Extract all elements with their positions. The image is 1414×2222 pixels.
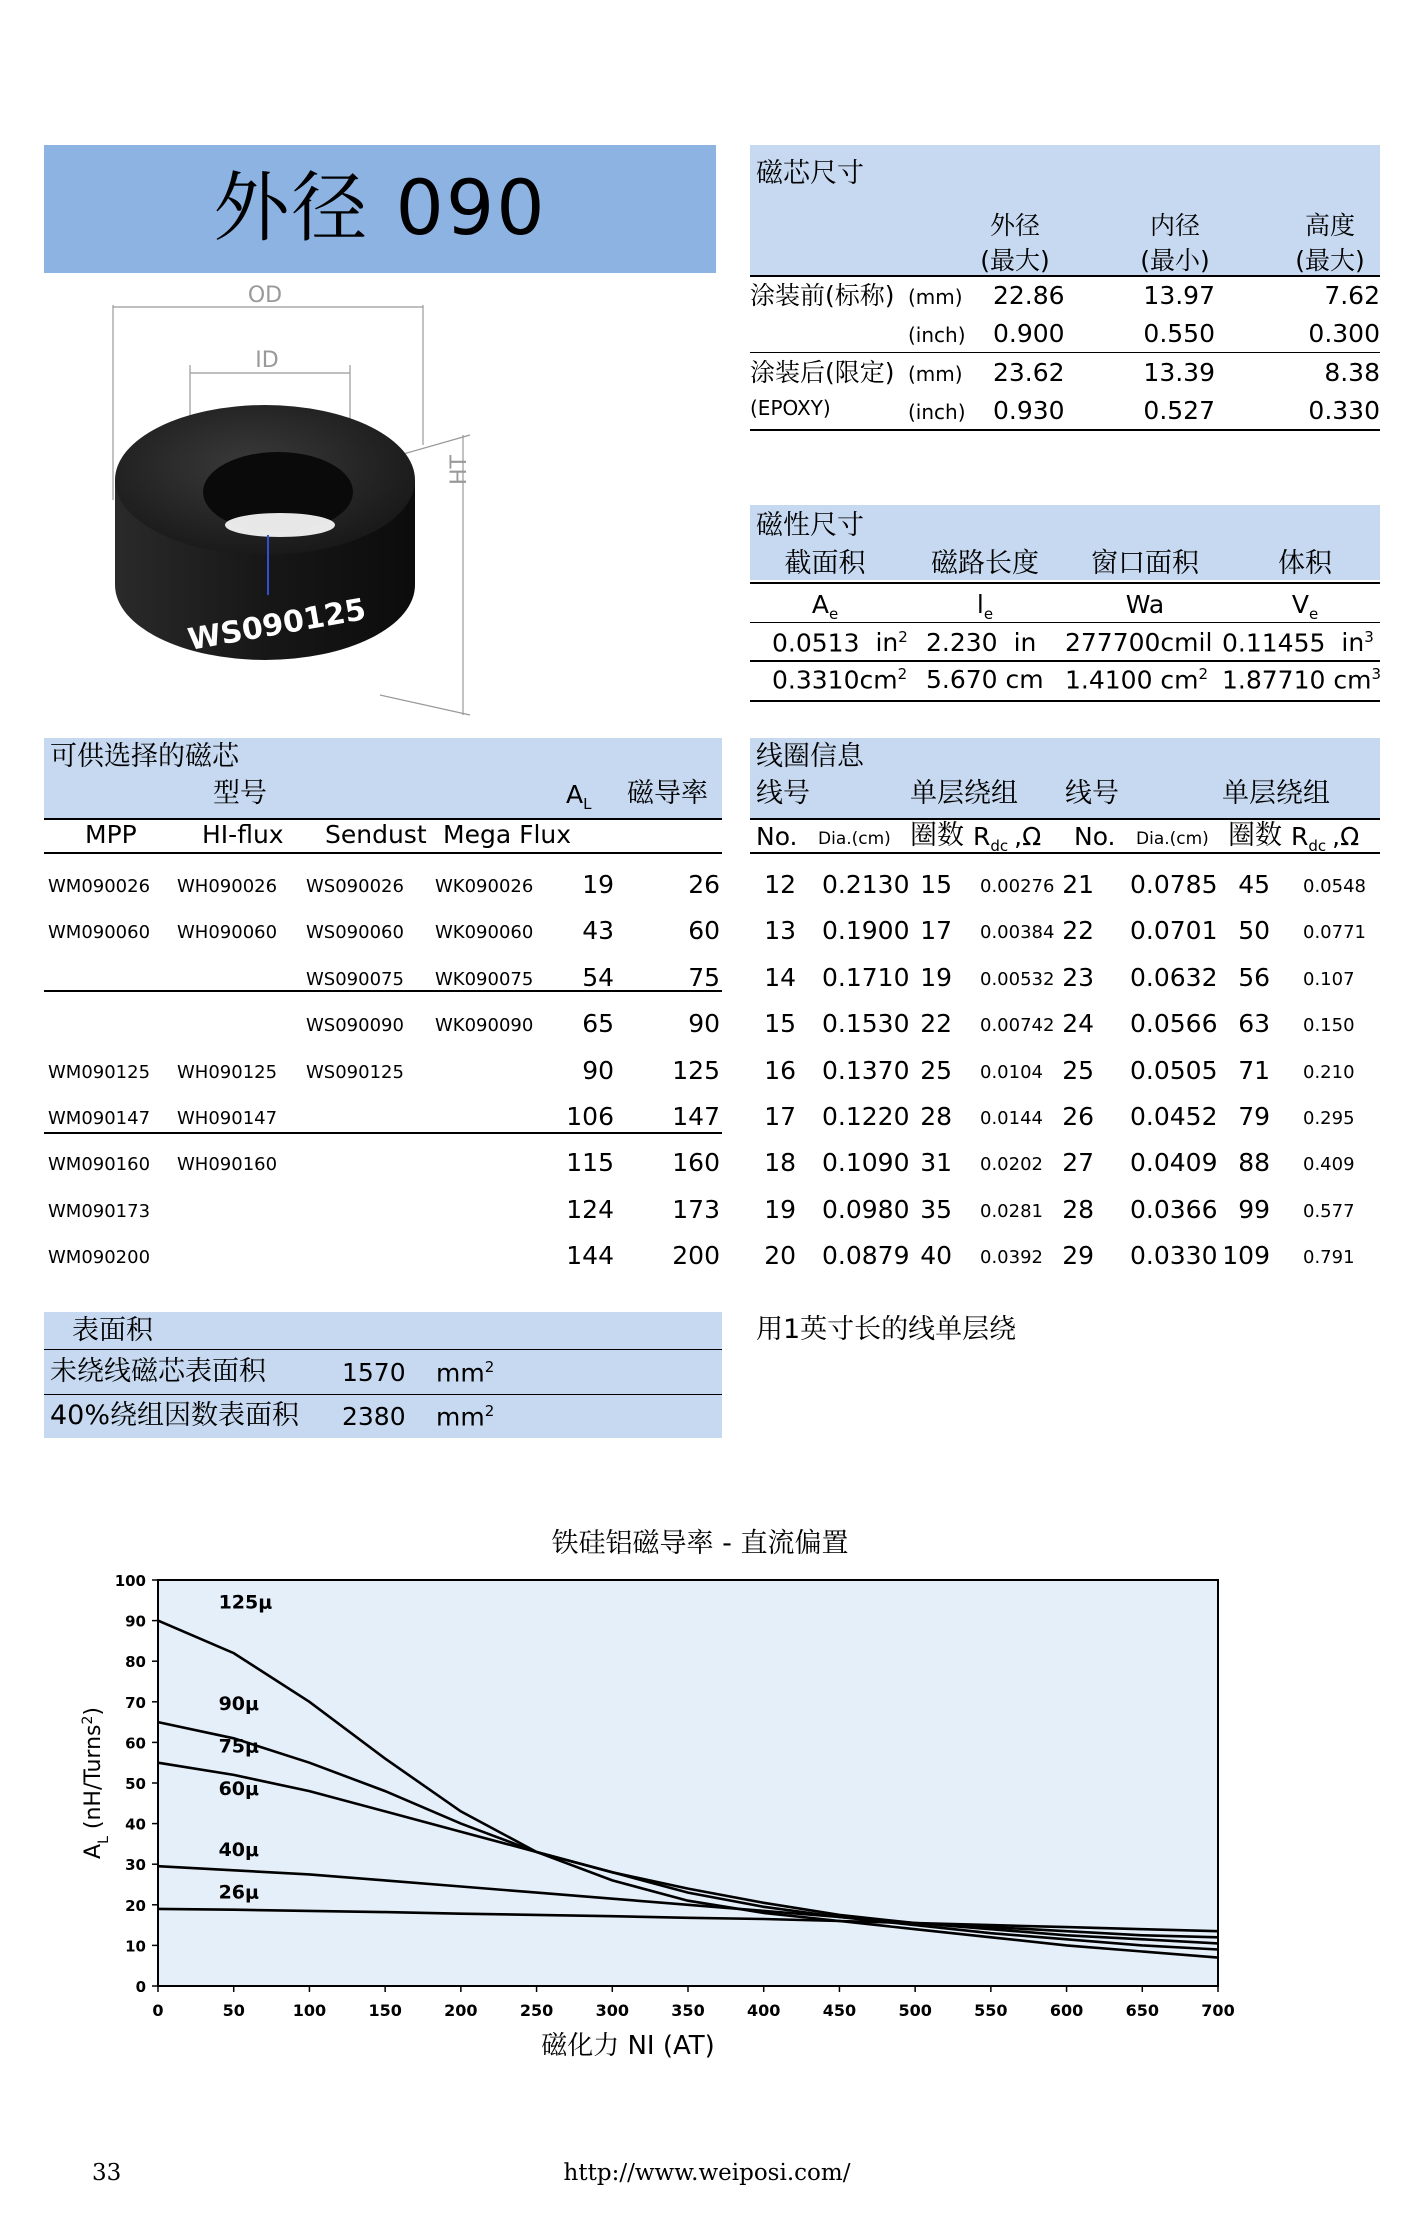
core-part-number: WH090160 <box>177 1154 278 1176</box>
y-tick-label: 100 <box>114 1572 146 1590</box>
core-part-number: WM090026 <box>48 876 151 897</box>
coil-header: 线圈信息 <box>756 741 864 772</box>
coil-cell: 13 <box>764 916 796 946</box>
y-tick-label: 60 <box>125 1734 146 1753</box>
permeability-value: 147 <box>672 1102 720 1131</box>
page-title: 外径 090 <box>213 163 547 252</box>
coil-cell: 0.0409 <box>1130 1148 1218 1178</box>
table-row <box>44 872 722 902</box>
coil-cell: 0.0281 <box>980 1200 1043 1222</box>
x-tick-label: 600 <box>1049 2001 1084 2020</box>
mag-dims-header: 磁性尺寸 <box>756 510 864 541</box>
coil-cell: 79 <box>1238 1102 1270 1131</box>
al-value: 65 <box>582 1009 614 1039</box>
core-part-number: WS090090 <box>306 1015 404 1037</box>
perm-label: 磁导率 <box>627 778 708 809</box>
y-tick-label: 20 <box>125 1896 146 1915</box>
col-mpp: MPP <box>85 820 137 849</box>
id-col-head: 内径 <box>1149 211 1200 240</box>
coil-cell: 25 <box>1062 1055 1094 1085</box>
coil-cell: 17 <box>920 916 952 946</box>
core-part-number: WK090075 <box>435 968 534 990</box>
coil-cell: 0.0452 <box>1130 1102 1218 1131</box>
y-tick-label: 10 <box>125 1937 146 1956</box>
core-dims-value: 13.39 <box>1143 358 1215 387</box>
al-value: 124 <box>566 1194 614 1224</box>
coil-cell: 0.107 <box>1303 968 1355 990</box>
core-part-number: WM090147 <box>48 1108 151 1129</box>
core-drawing <box>110 285 510 725</box>
coil-cell: 0.1370 <box>822 1055 910 1085</box>
coil-group-wire-2: 线号 <box>1065 778 1119 809</box>
coil-cell: 0.2130 <box>822 870 910 899</box>
x-tick-label: 400 <box>747 2001 781 2020</box>
y-tick-label: 50 <box>125 1775 146 1793</box>
core-part-number: WM090060 <box>48 922 151 944</box>
surface-label: 未绕线磁芯表面积 <box>50 1356 266 1387</box>
coil-cell: 0.0144 <box>980 1108 1043 1129</box>
table-row <box>44 1194 722 1227</box>
mag-dims-value: 0.11455 $in^3$ <box>1222 628 1374 658</box>
coil-cell: 0.0548 <box>1303 876 1366 897</box>
coil-cell: 0.0785 <box>1130 870 1218 899</box>
coil-cell: 50 <box>1238 916 1270 946</box>
surface-value: 2380 <box>342 1402 406 1431</box>
coil-cell: 0.210 <box>1303 1061 1355 1083</box>
coil-cell: 88 <box>1238 1148 1270 1178</box>
coil-cell: 31 <box>920 1148 952 1178</box>
x-tick-label: 450 <box>822 2001 857 2020</box>
col-sendust: Sendust <box>325 820 427 849</box>
series-label: 75μ <box>218 1735 259 1758</box>
x-axis-label: 磁化力 NI (AT) <box>541 2031 715 2061</box>
od-label: OD <box>247 285 283 308</box>
x-tick-label: 50 <box>222 2001 245 2020</box>
table-row <box>750 1011 1380 1041</box>
core-part-number: WK090090 <box>435 1015 534 1037</box>
coil-cell: 19 <box>920 962 952 992</box>
permeability-value: 200 <box>672 1241 720 1271</box>
id-label: ID <box>255 348 279 373</box>
x-tick-label: 250 <box>519 2001 554 2020</box>
coil-subhead-dia: Dia.(cm) <box>818 829 891 849</box>
coil-subhead-no: No. <box>756 822 798 851</box>
surface-value: 1570 <box>342 1358 406 1387</box>
permeability-value: 60 <box>688 916 720 946</box>
mag-dims-value: $0.3310cm^2$ <box>772 665 908 695</box>
coil-cell: 22 <box>1062 916 1094 946</box>
coil-cell: 27 <box>1062 1148 1094 1178</box>
al-value: 90 <box>582 1055 614 1085</box>
coil-cell: 22 <box>920 1009 952 1039</box>
permeability-value: 90 <box>688 1009 720 1039</box>
core-dims-value: 23.62 <box>993 358 1065 387</box>
core-dims-row-label: 涂装前(标称) <box>750 281 895 310</box>
coil-cell: 0.1530 <box>822 1009 910 1039</box>
table-row <box>750 1150 1380 1180</box>
surface-header: 表面积 <box>72 1315 153 1346</box>
y-tick-label: 40 <box>125 1815 146 1834</box>
coil-cell: 16 <box>764 1055 796 1085</box>
permeability-value: 173 <box>672 1194 720 1224</box>
core-dims-row-label: 涂装后(限定) <box>750 358 895 387</box>
core-part-number: WM090125 <box>48 1061 151 1083</box>
core-part-number: WK090060 <box>435 922 534 944</box>
model-label: 型号 <box>213 778 267 809</box>
al-value: 115 <box>566 1148 614 1178</box>
ht-col-sub: (最大) <box>1295 246 1365 275</box>
coil-cell: 0.295 <box>1303 1108 1355 1129</box>
table-row <box>44 1150 722 1180</box>
table-row <box>44 1011 722 1041</box>
y-tick-label: 30 <box>125 1856 146 1875</box>
coil-cell: 0.0202 <box>980 1154 1043 1176</box>
core-part-number: WM090200 <box>48 1247 151 1269</box>
core-dims-header: 磁芯尺寸 <box>756 158 864 189</box>
coil-cell: 0.0366 <box>1130 1194 1218 1224</box>
al-value: 19 <box>582 870 614 899</box>
x-tick-label: 500 <box>898 2001 932 2020</box>
part-marking: WS090125 <box>185 592 369 658</box>
al-value: 106 <box>566 1102 614 1131</box>
table-row <box>750 1194 1380 1227</box>
series-label: 90μ <box>218 1692 259 1715</box>
coil-cell: 0.1220 <box>822 1102 910 1131</box>
core-dims-row-label: (EPOXY) <box>750 396 831 420</box>
table-row <box>750 1104 1380 1134</box>
coil-cell: 0.0392 <box>980 1247 1043 1269</box>
core-dims-value: 0.330 <box>1308 396 1380 425</box>
mag-dims-value: 1.4100 $cm^2$ <box>1065 665 1209 695</box>
table-row <box>44 918 722 948</box>
coil-cell: 12 <box>764 870 796 899</box>
surface-unit: $mm^2$ <box>436 1402 495 1432</box>
coil-cell: 19 <box>764 1194 796 1224</box>
coil-cell: 0.150 <box>1303 1015 1355 1037</box>
table-row <box>44 1104 722 1134</box>
mag-dims-value: 2.230 in <box>926 628 1037 657</box>
coil-cell: 20 <box>764 1241 796 1271</box>
coil-cell: 23 <box>1062 962 1094 992</box>
sym-ae: $A_e$ <box>811 590 839 623</box>
sym-wa: Wa <box>1125 590 1165 619</box>
mag-col-area: 截面积 <box>784 548 866 579</box>
al-value: 54 <box>582 962 614 992</box>
permeability-value: 160 <box>672 1148 720 1178</box>
core-part-number: WH090125 <box>177 1061 278 1083</box>
x-tick-label: 100 <box>292 2001 327 2020</box>
al-label: $A_L$ <box>566 780 592 813</box>
coil-cell: 28 <box>1062 1194 1094 1224</box>
od-col-head: 外径 <box>989 211 1040 240</box>
permeability-value: 75 <box>688 962 720 992</box>
chart <box>60 1560 1240 2080</box>
y-tick-label: 90 <box>125 1612 146 1631</box>
core-part-number: WS090075 <box>306 968 404 990</box>
coil-group-single-2: 单层绕组 <box>1222 778 1330 809</box>
coil-cell: 0.0771 <box>1303 922 1366 944</box>
coil-cell: 0.577 <box>1303 1200 1355 1222</box>
coil-cell: 25 <box>920 1055 952 1085</box>
coil-cell: 15 <box>764 1009 796 1039</box>
coil-cell: 0.0505 <box>1130 1055 1218 1085</box>
cores-header: 可供选择的磁芯 <box>50 741 239 772</box>
core-dims-row-unit: (mm) <box>908 285 963 309</box>
x-tick-label: 200 <box>444 2001 478 2020</box>
coil-cell: 0.1710 <box>822 962 910 992</box>
mag-col-volume: 体积 <box>1278 548 1332 579</box>
mag-col-window: 窗口面积 <box>1091 548 1199 579</box>
core-part-number: WM090160 <box>48 1154 151 1176</box>
x-tick-label: 550 <box>974 2001 1008 2020</box>
y-axis-label: $A_L$ (nH/Turns$^2$) <box>80 1707 112 1859</box>
core-dims-value: 0.930 <box>993 396 1065 425</box>
table-row <box>44 1243 722 1273</box>
coil-cell: 0.00384 <box>980 922 1055 944</box>
core-dims-value: 8.38 <box>1324 358 1380 387</box>
y-tick-label: 80 <box>125 1653 146 1672</box>
ht-label: HT <box>447 455 472 485</box>
table-row <box>750 962 1380 995</box>
coil-subhead-rdc: $R_{dc}$ ,Ω <box>1291 822 1360 855</box>
core-dims-value: 0.300 <box>1308 319 1380 348</box>
core-dims-value: 13.97 <box>1143 281 1215 310</box>
coil-subhead-no: No. <box>1074 822 1116 851</box>
plot-area <box>158 1580 1218 1986</box>
coil-subhead-dia: Dia.(cm) <box>1136 829 1209 849</box>
al-value: 43 <box>582 916 614 946</box>
core-part-number: WS090060 <box>306 922 404 944</box>
core-dims-value: 0.900 <box>993 319 1065 348</box>
core-part-number: WS090125 <box>306 1061 404 1083</box>
core-part-number: WH090026 <box>177 876 278 897</box>
x-tick-label: 0 <box>152 2001 164 2020</box>
col-megaflux: Mega Flux <box>443 820 572 849</box>
coil-cell: 0.0632 <box>1130 962 1218 992</box>
core-part-number: WS090026 <box>306 876 404 897</box>
coil-cell: 0.0330 <box>1130 1241 1218 1271</box>
coil-cell: 14 <box>764 962 796 992</box>
core-dims-row-unit: (inch) <box>908 400 966 424</box>
coil-cell: 0.0701 <box>1130 916 1218 946</box>
x-tick-label: 300 <box>595 2001 629 2020</box>
coil-subhead-rdc: $R_{dc}$ ,Ω <box>973 822 1042 855</box>
coil-note: 用1英寸长的线单层绕 <box>756 1314 1017 1345</box>
x-tick-label: 700 <box>1201 2001 1235 2020</box>
coil-cell: 56 <box>1238 962 1270 992</box>
core-dims-value: 0.550 <box>1143 319 1215 348</box>
coil-cell: 0.0980 <box>822 1194 910 1224</box>
core-dims-value: 0.527 <box>1143 396 1215 425</box>
chart-title: 铁硅铝磁导率 - 直流偏置 <box>551 1528 849 1559</box>
od-col-sub: (最大) <box>980 246 1050 275</box>
x-tick-label: 350 <box>671 2001 705 2020</box>
series-label: 125μ <box>218 1591 273 1614</box>
coil-cell: 71 <box>1238 1055 1270 1085</box>
core-part-number: WH090147 <box>177 1108 278 1129</box>
table-row <box>750 872 1380 902</box>
coil-cell: 35 <box>920 1194 952 1224</box>
ht-col-head: 高度 <box>1304 211 1355 240</box>
al-value: 144 <box>566 1241 614 1271</box>
id-col-sub: (最小) <box>1140 246 1210 275</box>
coil-cell: 0.0566 <box>1130 1009 1218 1039</box>
permeability-value: 26 <box>688 870 720 899</box>
coil-cell: 0.00532 <box>980 968 1055 990</box>
footer-url: http://www.weiposi.com/ <box>563 2160 851 2186</box>
table-row <box>750 1055 1380 1088</box>
coil-cell: 18 <box>764 1148 796 1178</box>
core-dims-value: 22.86 <box>993 281 1065 310</box>
coil-cell: 0.1900 <box>822 916 910 946</box>
series-label: 60μ <box>218 1778 259 1801</box>
coil-cell: 15 <box>920 870 952 899</box>
surface-label: 40%绕组因数表面积 <box>50 1400 300 1431</box>
table-row <box>750 1243 1380 1273</box>
mag-dims-value: 1.87710 $cm^3$ <box>1222 665 1381 695</box>
coil-cell: 63 <box>1238 1009 1270 1039</box>
mag-dims-value: 277700cmil <box>1065 628 1213 657</box>
page-number: 33 <box>92 2160 122 2186</box>
y-tick-label: 70 <box>125 1693 146 1712</box>
mag-dims-value: 0.0513 $in^2$ <box>772 628 908 658</box>
coil-group-single-1: 单层绕组 <box>910 778 1018 809</box>
core-part-number: WH090060 <box>177 922 278 944</box>
coil-cell: 17 <box>764 1102 796 1131</box>
mag-dims-value: 5.670 cm <box>926 665 1044 694</box>
core-dims-value: 7.62 <box>1324 281 1380 310</box>
coil-cell: 0.791 <box>1303 1247 1355 1269</box>
core-part-number: WM090173 <box>48 1200 151 1222</box>
coil-cell: 0.00276 <box>980 876 1055 897</box>
coil-cell: 40 <box>920 1241 952 1271</box>
x-tick-label: 150 <box>368 2001 402 2020</box>
coil-cell: 0.00742 <box>980 1015 1055 1037</box>
table-row <box>44 1055 722 1088</box>
coil-subhead-turns: 圈数 <box>910 820 964 851</box>
divider <box>44 1394 722 1395</box>
sym-le: $l_e$ <box>976 590 994 623</box>
coil-cell: 0.0104 <box>980 1061 1043 1083</box>
mag-col-path: 磁路长度 <box>931 548 1039 579</box>
coil-cell: 29 <box>1062 1241 1094 1271</box>
coil-cell: 99 <box>1238 1194 1270 1224</box>
coil-cell: 0.1090 <box>822 1148 910 1178</box>
y-tick-label: 0 <box>135 1978 146 1996</box>
coil-group-wire-1: 线号 <box>756 778 810 809</box>
coil-cell: 28 <box>920 1102 952 1131</box>
core-part-number: WK090026 <box>435 876 534 897</box>
series-label: 26μ <box>218 1881 259 1904</box>
x-tick-label: 650 <box>1125 2001 1159 2020</box>
coil-cell: 26 <box>1062 1102 1094 1131</box>
col-hiflux: HI-flux <box>202 820 284 849</box>
core-dims-row-unit: (mm) <box>908 362 963 386</box>
surface-unit: $mm^2$ <box>436 1358 495 1388</box>
coil-cell: 0.0879 <box>822 1241 910 1271</box>
coil-cell: 21 <box>1062 870 1094 899</box>
permeability-value: 125 <box>672 1055 720 1085</box>
coil-cell: 24 <box>1062 1009 1094 1039</box>
coil-cell: 45 <box>1238 870 1270 899</box>
coil-subhead-turns: 圈数 <box>1228 820 1282 851</box>
table-row <box>750 918 1380 948</box>
sym-ve: $V_e$ <box>1291 590 1319 623</box>
core-dims-row-unit: (inch) <box>908 323 966 347</box>
coil-cell: 109 <box>1222 1241 1270 1271</box>
series-label: 40μ <box>218 1839 259 1862</box>
coil-cell: 0.409 <box>1303 1154 1355 1176</box>
